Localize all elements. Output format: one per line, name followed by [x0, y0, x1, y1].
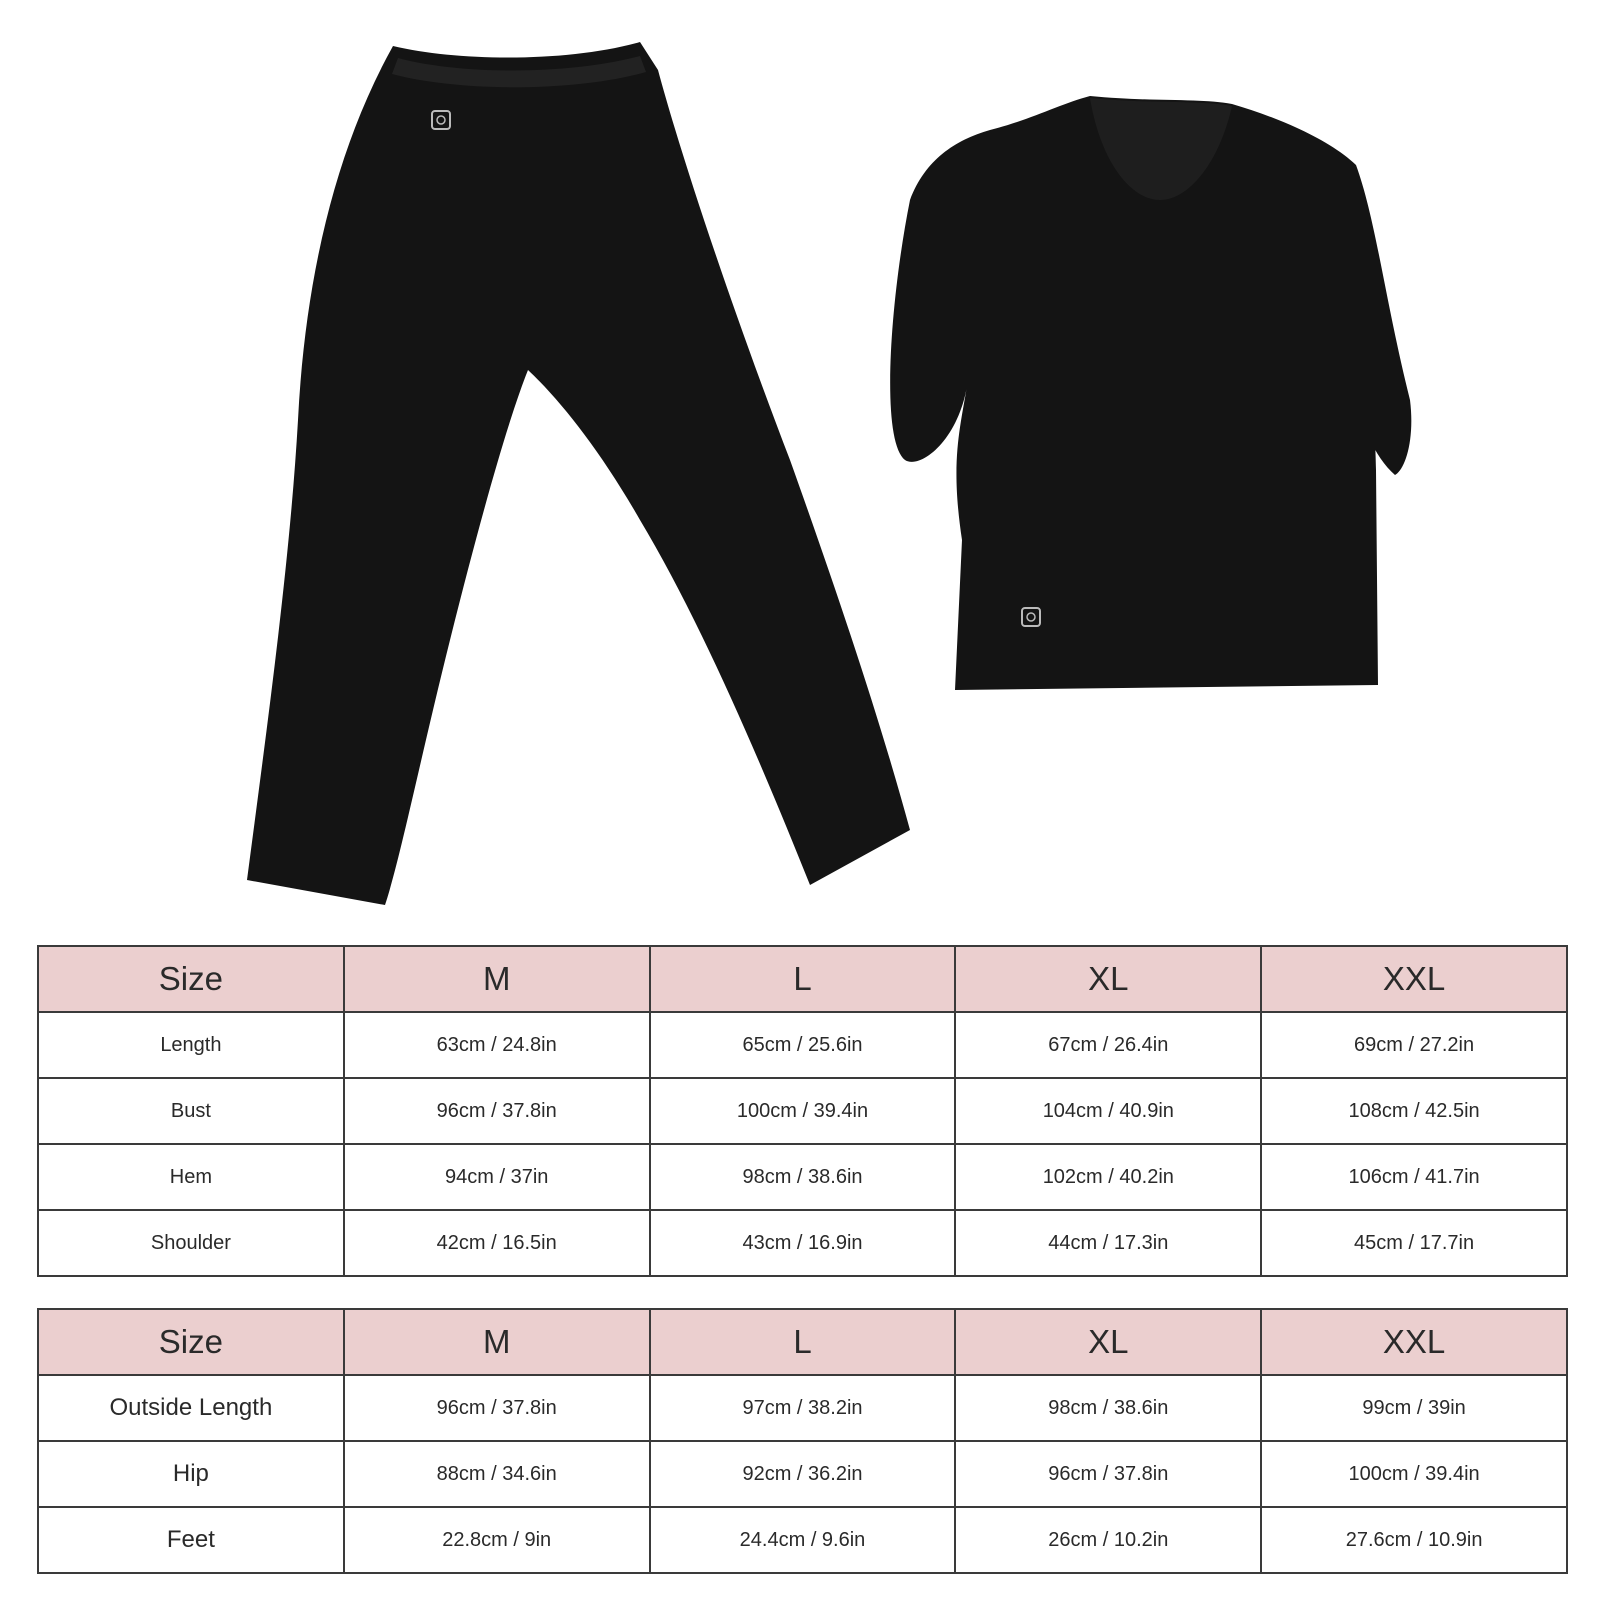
row-label: Shoulder: [38, 1210, 344, 1276]
top-size-table: [37, 945, 1568, 1277]
table-cell: 63cm / 24.8in: [344, 1012, 650, 1078]
table-cell: 44cm / 17.3in: [955, 1210, 1261, 1276]
header-cell: M: [344, 946, 650, 1012]
table-cell: 100cm / 39.4in: [650, 1078, 956, 1144]
header-cell: XXL: [1261, 1309, 1567, 1375]
header-cell: XL: [955, 946, 1261, 1012]
table-cell: 97cm / 38.2in: [650, 1375, 956, 1441]
table-row: [38, 1012, 1567, 1078]
table-row: [38, 1210, 1567, 1276]
table-header-row: [38, 946, 1567, 1012]
table-cell: 65cm / 25.6in: [650, 1012, 956, 1078]
header-cell: Size: [38, 1309, 344, 1375]
table-cell: 42cm / 16.5in: [344, 1210, 650, 1276]
header-cell: M: [344, 1309, 650, 1375]
heated-pants: [247, 42, 910, 905]
row-label: Outside Length: [38, 1375, 344, 1441]
table-cell: 98cm / 38.6in: [955, 1375, 1261, 1441]
header-cell: L: [650, 946, 956, 1012]
header-cell: XXL: [1261, 946, 1567, 1012]
table-cell: 98cm / 38.6in: [650, 1144, 956, 1210]
table-cell: 96cm / 37.8in: [344, 1375, 650, 1441]
table-cell: 26cm / 10.2in: [955, 1507, 1261, 1573]
header-cell: XL: [955, 1309, 1261, 1375]
table-cell: 45cm / 17.7in: [1261, 1210, 1567, 1276]
table-row: [38, 1144, 1567, 1210]
bottom-size-table: [37, 1308, 1568, 1574]
table-cell: 108cm / 42.5in: [1261, 1078, 1567, 1144]
table-row: [38, 1375, 1567, 1441]
table-row: [38, 1441, 1567, 1507]
row-label: Length: [38, 1012, 344, 1078]
row-label: Hem: [38, 1144, 344, 1210]
table-cell: 69cm / 27.2in: [1261, 1012, 1567, 1078]
table-cell: 22.8cm / 9in: [344, 1507, 650, 1573]
heated-shirt: [890, 96, 1411, 690]
table-cell: 88cm / 34.6in: [344, 1441, 650, 1507]
table-row: [38, 1507, 1567, 1573]
table-row: [38, 1078, 1567, 1144]
table-cell: 96cm / 37.8in: [955, 1441, 1261, 1507]
table-cell: 27.6cm / 10.9in: [1261, 1507, 1567, 1573]
header-cell: Size: [38, 946, 344, 1012]
table-cell: 24.4cm / 9.6in: [650, 1507, 956, 1573]
row-label: Feet: [38, 1507, 344, 1573]
table-cell: 94cm / 37in: [344, 1144, 650, 1210]
table-cell: 96cm / 37.8in: [344, 1078, 650, 1144]
table-cell: 106cm / 41.7in: [1261, 1144, 1567, 1210]
table-cell: 100cm / 39.4in: [1261, 1441, 1567, 1507]
table-cell: 43cm / 16.9in: [650, 1210, 956, 1276]
table-cell: 102cm / 40.2in: [955, 1144, 1261, 1210]
table-header-row: [38, 1309, 1567, 1375]
header-cell: L: [650, 1309, 956, 1375]
table-cell: 104cm / 40.9in: [955, 1078, 1261, 1144]
row-label: Hip: [38, 1441, 344, 1507]
pants-shape: [247, 42, 910, 905]
table-cell: 99cm / 39in: [1261, 1375, 1567, 1441]
table-cell: 67cm / 26.4in: [955, 1012, 1261, 1078]
row-label: Bust: [38, 1078, 344, 1144]
table-cell: 92cm / 36.2in: [650, 1441, 956, 1507]
